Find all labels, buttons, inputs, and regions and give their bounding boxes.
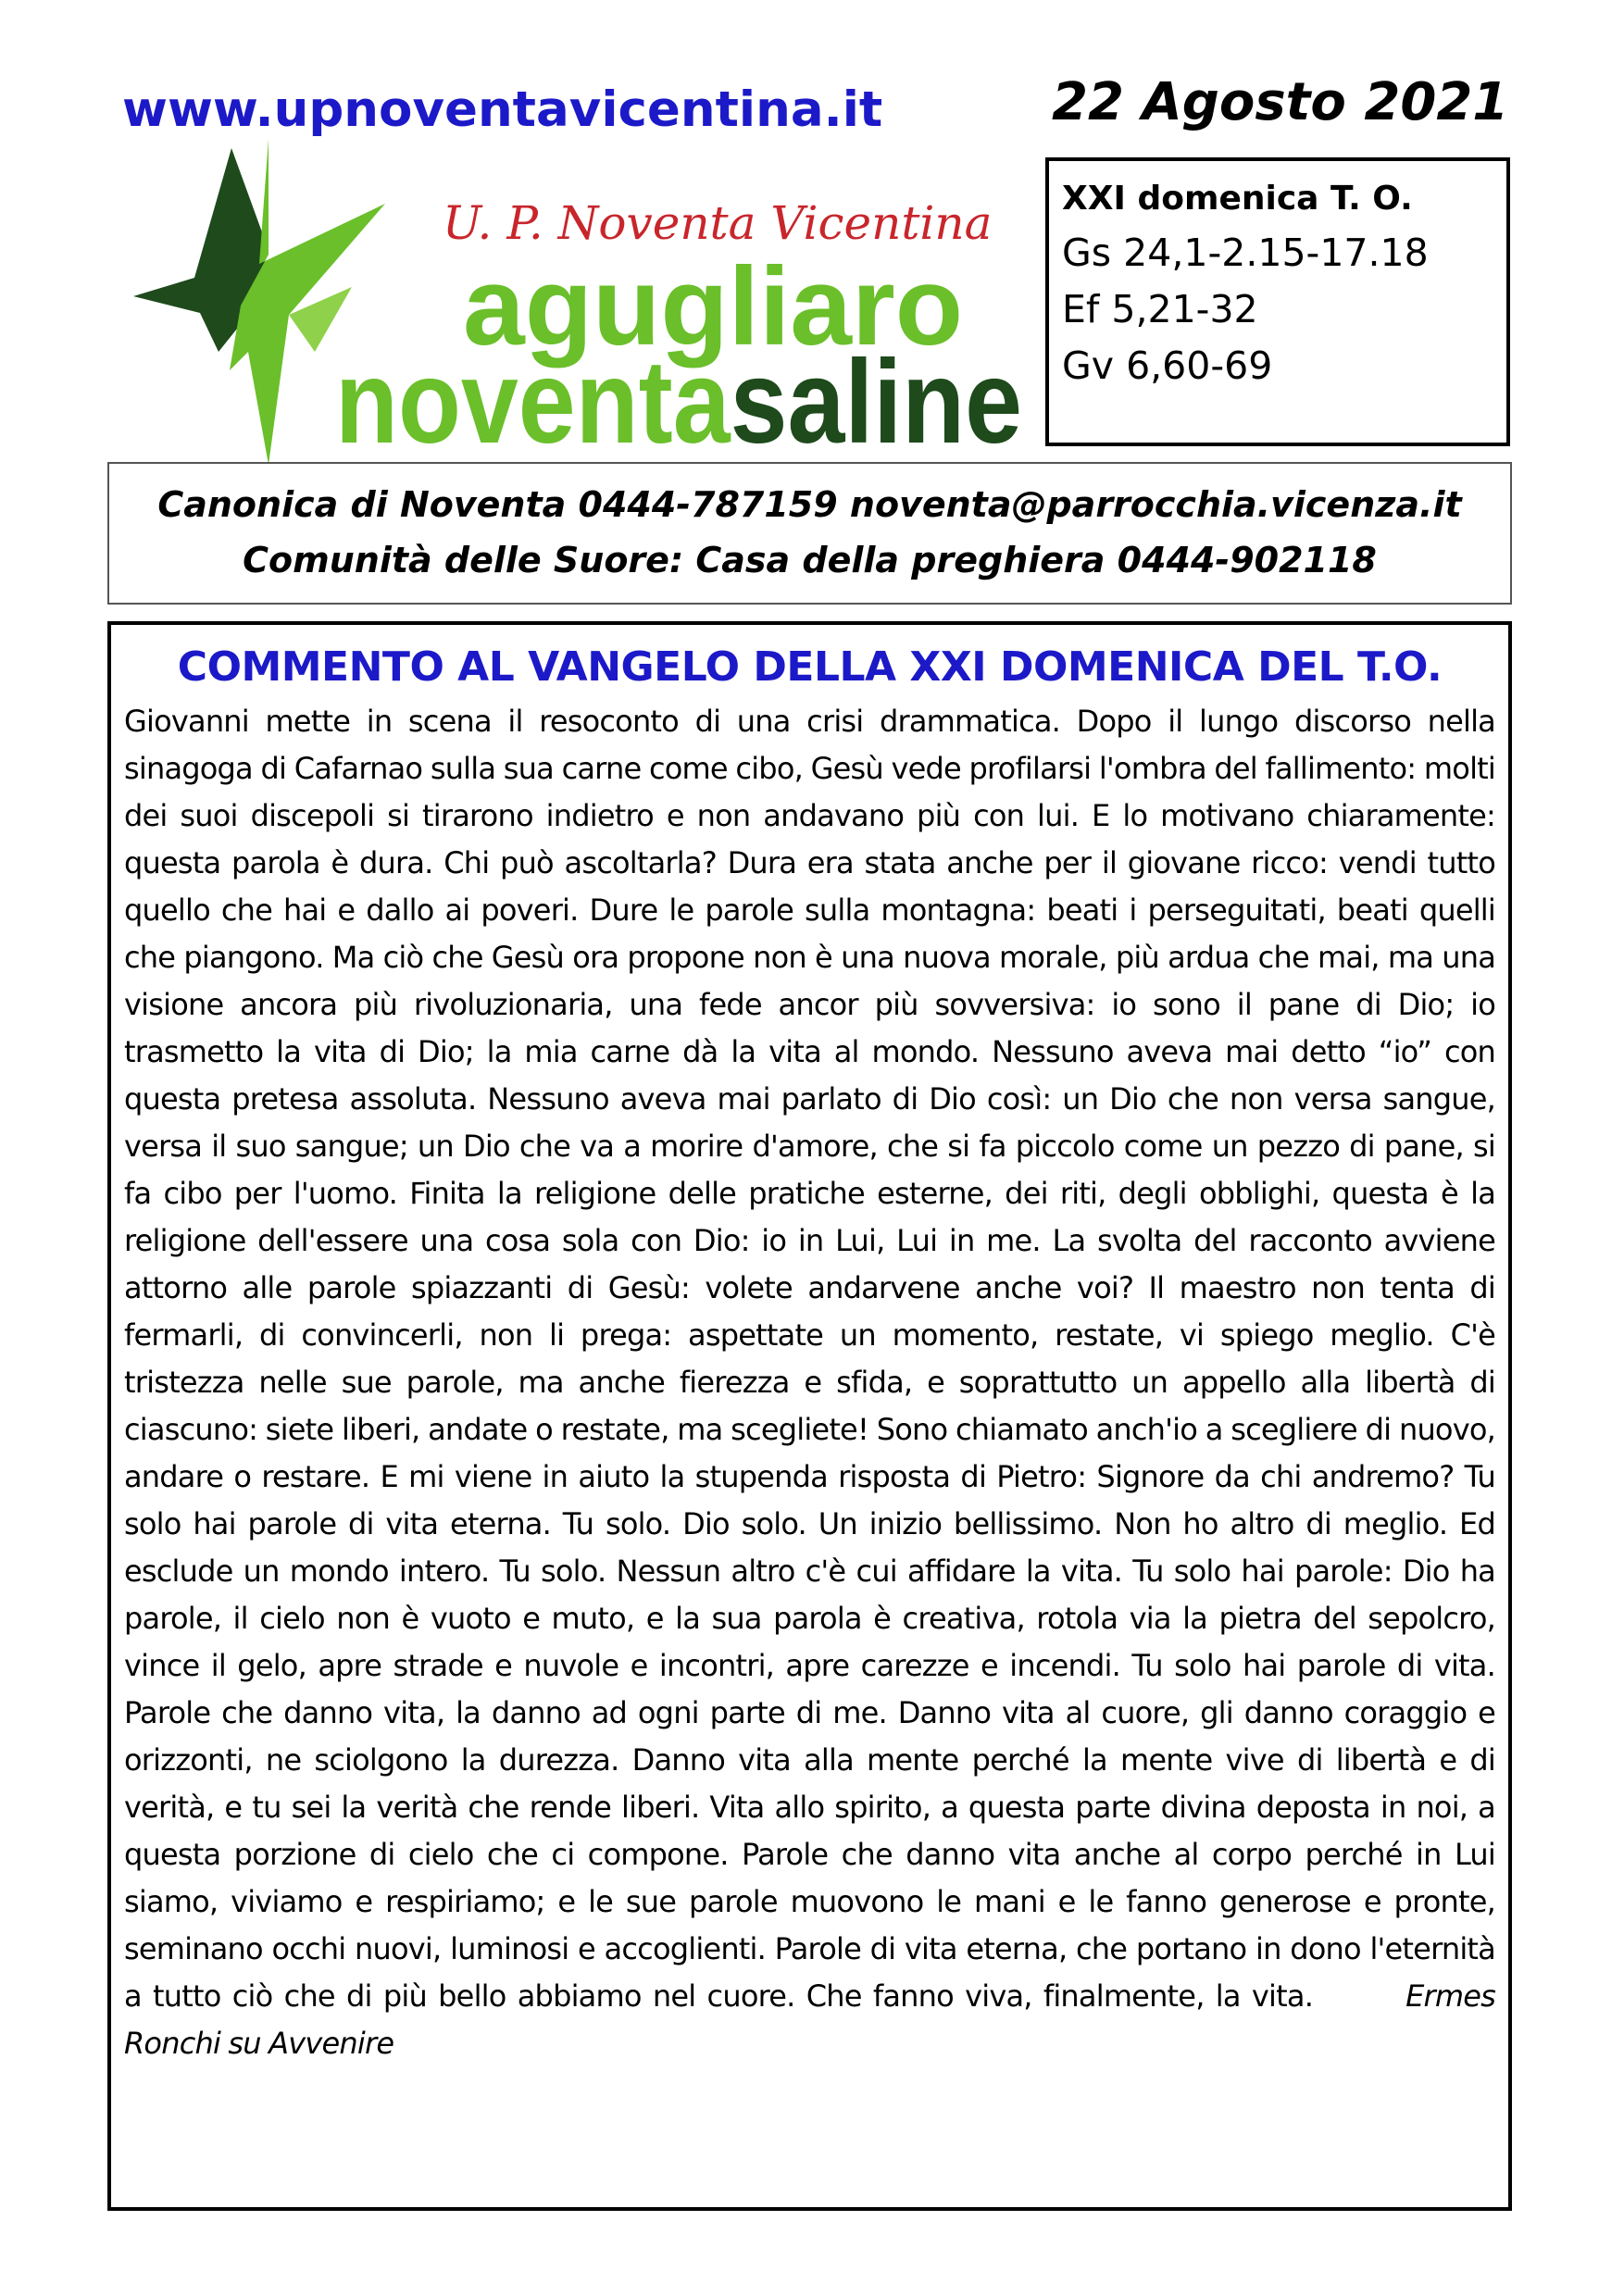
reading-ref-1: Gs 24,1-2.15-17.18 bbox=[1062, 231, 1429, 275]
gospel-commentary bbox=[107, 621, 1512, 2211]
contacts-box bbox=[107, 462, 1512, 605]
article-author: Ermes Ronchi su Avvenire bbox=[124, 1978, 1495, 2061]
svg-text:noventasaline bbox=[335, 336, 1067, 468]
logo-noventa: noventa bbox=[335, 336, 790, 468]
contact-line-suore: Comunità delle Suore: Casa della preghiera 0444-902118 bbox=[243, 540, 1377, 580]
liturgical-readings-box bbox=[1045, 157, 1510, 446]
article-title: COMMENTO AL VANGELO DELLA XXI DOMENICA DEL T.O. bbox=[177, 643, 1443, 691]
reading-ref-3: Gv 6,60-69 bbox=[1062, 343, 1273, 388]
article-body bbox=[124, 698, 1495, 2067]
reading-ref-2: Ef 5,21-32 bbox=[1062, 287, 1258, 331]
sunday-label: XXI domenica T. O. bbox=[1062, 180, 1413, 218]
issue-date: 22 Agosto 2021 bbox=[1052, 72, 1509, 132]
article-body-text: Giovanni mette in scena il resoconto di una crisi drammatica. Dopo il lungo discorso nella sinagoga di Cafarnao sulla sua carne come cibo, Gesù vede profilarsi l'ombra del fallimento: molti dei suoi discepoli si tirarono indietro e non andavano più con lui. E lo motivano chiaramente: questa parola è dura. Chi può ascoltarla? Dura era stata anche per il giovane ricco: vendi tutto quello che hai e dallo ai poveri. Dure le parole sulla montagna: beati i perseguitati, beati quelli che piangono. Ma ciò che Gesù ora propone non è una nuova morale, più ardua che mai, ma una visione ancora più rivoluzionaria, una fede ancor più sovversiva: io sono il pane di Dio; io trasmetto la vita di Dio; la mia carne dà la vita al mondo. Nessuno aveva mai detto “io” con questa pretesa assoluta. Nessuno aveva mai parlato di Dio così: un Dio che non versa sangue, versa il suo sangue; un Dio che va a morire d'amore, che si fa piccolo come un pezzo di pane, si fa cibo per l'uomo. Finita la religione delle pratiche esterne, dei riti, degli obblighi, questa è la religione dell'essere una cosa sola con Dio: io in Lui, Lui in me. La svolta del racconto avviene attorno alle parole spiazzanti di Gesù: volete andarvene anche voi? Il maestro non tenta di fermarli, di convincerli, non li prega: aspettate un momento, restate, vi spiego meglio. C'è tristezza nelle sue parole, ma anche fierezza e sfida, e soprattutto un appello alla libertà di ciascuno: siete liberi, andate o restate, ma scegliete! Sono chiamato anch'io a scegliere di nuovo, andare o restare. E mi viene in aiuto la stupenda risposta di Pietro: Signore da chi andremo? Tu solo hai parole di vita eterna. Tu solo. Dio solo. Un inizio bellissimo. Non ho altro di meglio. Ed esclude un mondo intero. Tu solo. Nessun altro c'è cui affidare la vita. Tu solo hai parole: Dio ha parole, il cielo non è vuoto e muto, e la sua parola è creativa, rotola via la pietra del sepolcro, vince il gelo, apre strade e nuvole e incontri, apre carezze e incendi. Tu solo hai parole di vita. Parole che danno vita, la danno ad ogni parte di me. Danno vita al cuore, gli danno coraggio e orizzonti, ne sciolgono la durezza. Danno vita alla mente perché la mente vive di libertà e di verità, e tu sei la verità che rende liberi. Vita allo spirito, a questa parte divina deposta in noi, a questa porzione di cielo che ci compone. Parole che danno vita anche al corpo perché in Lui siamo, viviamo e respiriamo; e le sue parole muovono le mani e le fanno generose e pronte, seminano occhi nuovi, luminosi e accoglienti. Parole di vita eterna, che portano in dono l'eternità a tutto ciò che di più bello abbiamo nel cuore. Che fanno viva, finalmente, la vita. bbox=[124, 704, 1495, 2014]
parish-logo bbox=[130, 139, 1067, 468]
logo-saline: saline bbox=[730, 336, 1067, 468]
website-link[interactable]: www.upnoventavicentina.it bbox=[122, 81, 883, 138]
logo-agugliaro: agugliaro bbox=[463, 244, 963, 368]
logo-script-text: U. P. Noventa Vicentina bbox=[443, 196, 993, 250]
contact-line-canonica: Canonica di Noventa 0444-787159 noventa@parrocchia.vicenza.it bbox=[157, 484, 1462, 525]
